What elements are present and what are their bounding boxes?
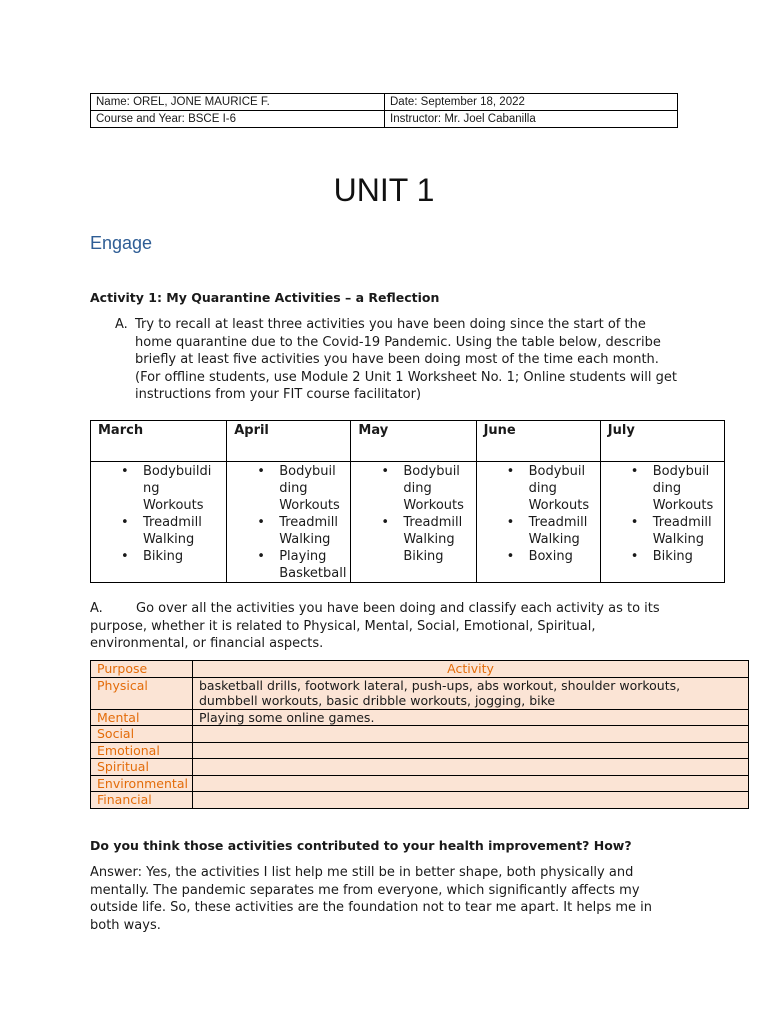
- activity-text: Playing: [279, 549, 327, 564]
- activity-text: Walking: [143, 532, 195, 547]
- activity-text: Biking: [143, 549, 184, 564]
- month-activity-line: [477, 548, 600, 565]
- month-activity-line: [351, 480, 475, 497]
- month-activity-line: [227, 531, 350, 548]
- activity-text: Boxing: [528, 549, 573, 564]
- month-activity-line: [91, 497, 226, 514]
- activity-mental: Playing some online games.: [193, 709, 749, 726]
- month-activity-line: [477, 497, 600, 514]
- month-activity-line: [91, 548, 226, 565]
- bullet: •: [381, 464, 390, 479]
- month-header-july: July: [600, 421, 724, 462]
- month-activity-line: [477, 480, 600, 497]
- month-activity-line: [227, 565, 350, 582]
- activity-text: Workouts: [143, 498, 204, 513]
- purpose-mental: Mental: [91, 709, 193, 726]
- activity-text: ding: [652, 481, 682, 496]
- activity-text: Treadmill: [279, 515, 339, 530]
- activity-text: Walking: [528, 532, 580, 547]
- activity-text: Bodybuil: [403, 464, 460, 479]
- activity-text: Workouts: [279, 498, 340, 513]
- month-activity-line: [477, 463, 600, 480]
- bullet: •: [257, 515, 265, 530]
- bullet: •: [121, 464, 129, 479]
- month-activity-line: [91, 514, 226, 531]
- activity-text: Walking: [403, 532, 455, 547]
- activity-text: ding: [279, 481, 308, 496]
- month-activity-line: [227, 463, 350, 480]
- month-activity-line: [227, 497, 350, 514]
- month-activity-line: [91, 531, 226, 548]
- purpose-environmental: Environmental: [91, 775, 193, 792]
- purpose-physical: Physical: [91, 677, 193, 709]
- purpose-social: Social: [91, 726, 193, 743]
- instruction-a-first-line: Try to recall at least three activities you have been doing since the start of the: [135, 317, 646, 332]
- instruction-a-text: home quarantine due to the Covid-19 Pandemic. Using the table below, describe briefly at least five activities you have been doing most of the time each month. (For offline students, use Module 2 Unit 1 Worksheet No. 1; Online students will get instructions from your FIT course facilitator): [135, 334, 677, 402]
- bullet: •: [506, 549, 515, 564]
- month-activity-line: [91, 463, 226, 480]
- activity-text: Walking: [652, 532, 704, 547]
- bullet: •: [257, 464, 265, 479]
- activity-text: Biking: [403, 549, 444, 564]
- bullet: •: [257, 549, 265, 564]
- unit-title: UNIT 1: [333, 172, 435, 208]
- month-cell-april: [227, 462, 351, 583]
- bullet: •: [381, 515, 390, 530]
- activity-environmental: [193, 775, 749, 792]
- month-activity-line: [477, 514, 600, 531]
- month-activity-line: [601, 497, 724, 514]
- monthly-activities-table: [90, 420, 725, 583]
- activity-social: [193, 726, 749, 743]
- purpose-financial: Financial: [91, 792, 193, 809]
- activity-text: Biking: [652, 549, 693, 564]
- activity-text: Treadmill: [652, 515, 712, 530]
- activity-emotional: [193, 742, 749, 759]
- activity-text: Treadmill: [403, 515, 463, 530]
- activity-spiritual: [193, 759, 749, 776]
- month-activity-line: [601, 548, 724, 565]
- month-header-june: June: [476, 421, 600, 462]
- month-activity-line: [601, 463, 724, 480]
- activity-text: Bodybuildi: [143, 464, 212, 479]
- month-activity-line: [477, 531, 600, 548]
- activity-text: Bodybuil: [652, 464, 710, 479]
- month-activity-line: [91, 480, 226, 497]
- instruction-b: [90, 600, 690, 653]
- section-heading: Engage: [90, 233, 153, 253]
- month-cell-march: [91, 462, 227, 583]
- activity-text: Basketball: [279, 566, 347, 581]
- activity-text: Bodybuil: [528, 464, 586, 479]
- purpose-table: [90, 660, 749, 809]
- instruction-a: [115, 316, 678, 404]
- month-activity-line: [351, 497, 475, 514]
- month-activity-line: [227, 480, 350, 497]
- reflection-answer: Answer: Yes, the activities I list help me still be in better shape, both physically and mentally. The pandemic separates me from everyone, which significantly affects my outside life. So, these activities are the foundation not to tear me apart. It helps me in both ways.: [90, 865, 652, 933]
- month-header-march: March: [91, 421, 227, 462]
- bullet: •: [121, 515, 129, 530]
- activity-text: Walking: [279, 532, 331, 547]
- activity-financial: [193, 792, 749, 809]
- bullet: •: [630, 549, 639, 564]
- purpose-spiritual: Spiritual: [91, 759, 193, 776]
- month-activity-line: [227, 548, 350, 565]
- instructor: Instructor: Mr. Joel Cabanilla: [385, 111, 678, 128]
- activity-text: ding: [403, 481, 432, 496]
- submission-date: Date: September 18, 2022: [385, 94, 678, 111]
- activity-text: Treadmill: [528, 515, 588, 530]
- activity-col-header: Activity: [193, 661, 749, 678]
- month-activity-line: [601, 514, 724, 531]
- instruction-b-label: A.: [90, 601, 103, 616]
- activity-text: ng: [143, 481, 160, 496]
- bullet: •: [630, 464, 639, 479]
- activity-text: Treadmill: [143, 515, 202, 530]
- month-activity-line: [351, 531, 475, 548]
- instruction-b-text: Go over all the activities you have been doing and classify each activity as to its purpose, whether it is related to Physical, Mental, Social, Emotional, Spiritual, environmental, or financial aspects.: [90, 601, 660, 651]
- month-cell-july: [600, 462, 724, 583]
- activity-text: Workouts: [528, 498, 590, 513]
- month-header-april: April: [227, 421, 351, 462]
- bullet: •: [121, 549, 129, 564]
- month-activity-line: [351, 514, 475, 531]
- activity-text: Bodybuil: [279, 464, 336, 479]
- month-activity-line: [351, 463, 475, 480]
- activity-title: Activity 1: My Quarantine Activities – a Reflection: [90, 290, 440, 305]
- student-info-table: [90, 93, 678, 128]
- activity-text: ding: [528, 481, 557, 496]
- bullet: •: [506, 464, 515, 479]
- bullet: •: [506, 515, 515, 530]
- purpose-col-header: Purpose: [91, 661, 193, 678]
- bullet: •: [630, 515, 639, 530]
- activity-text: Workouts: [403, 498, 464, 513]
- month-cell-june: [476, 462, 600, 583]
- activity-text: Workouts: [652, 498, 714, 513]
- month-activity-line: [351, 548, 475, 565]
- course-year: Course and Year: BSCE I-6: [91, 111, 385, 128]
- student-name: Name: OREL, JONE MAURICE F.: [91, 94, 385, 111]
- purpose-emotional: Emotional: [91, 742, 193, 759]
- reflection-question: Do you think those activities contributed to your health improvement? How?: [90, 838, 632, 853]
- activity-physical: basketball drills, footwork lateral, push-ups, abs workout, shoulder workouts, dumbbell workouts, basic dribble workouts, jogging, bike: [193, 677, 749, 709]
- month-activity-line: [227, 514, 350, 531]
- month-header-may: May: [351, 421, 476, 462]
- month-activity-line: [601, 531, 724, 548]
- month-activity-line: [601, 480, 724, 497]
- instruction-a-label: A.: [115, 317, 128, 332]
- month-cell-may: [351, 462, 476, 583]
